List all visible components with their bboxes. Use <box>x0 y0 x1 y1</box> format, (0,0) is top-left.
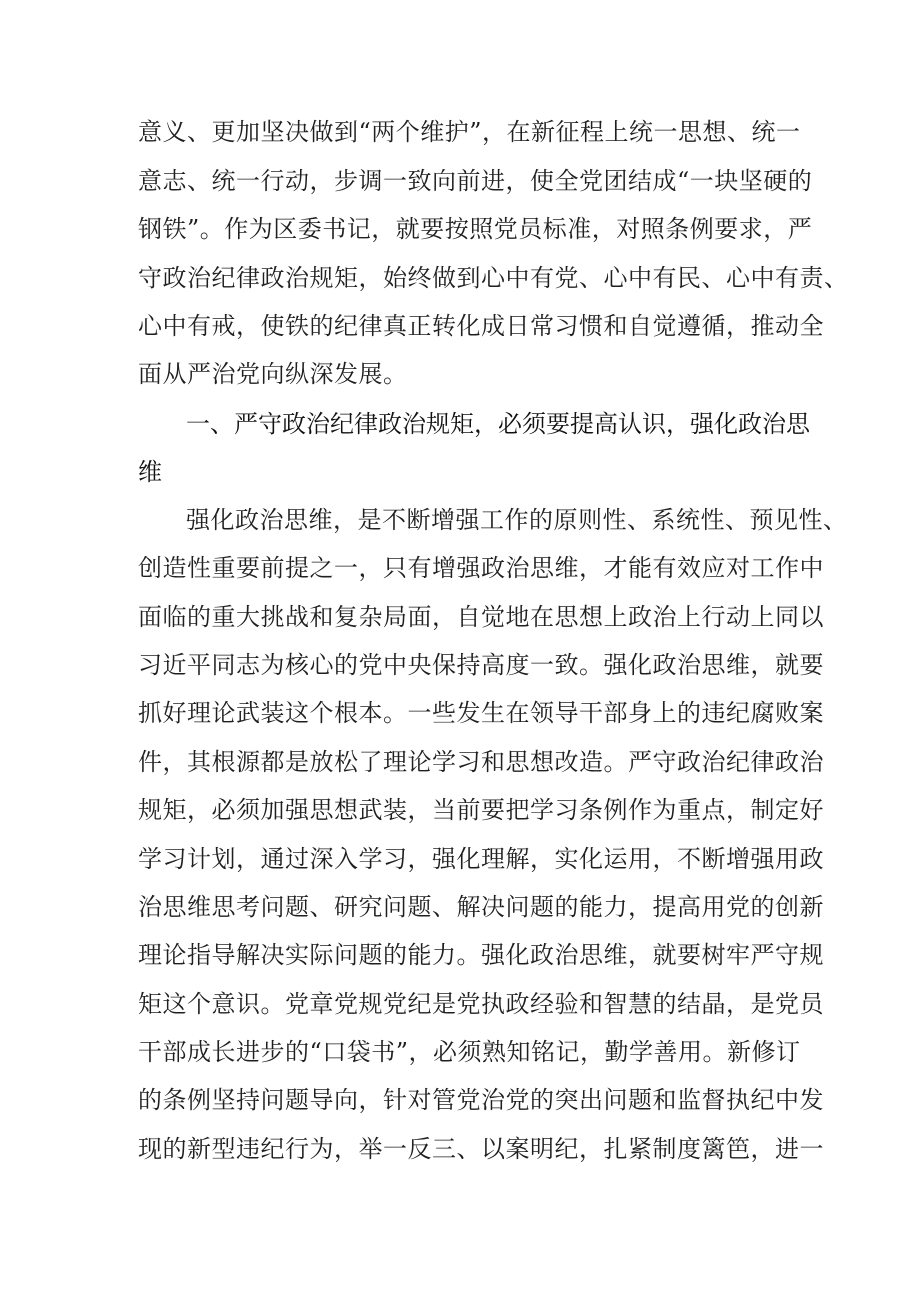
section-heading-line: 一、严守政治纪律政治规矩，必须要提高认识，强化政治思 <box>186 410 810 438</box>
body-line: 矩这个意识。党章党规党纪是党执政经验和智慧的结晶，是党员 <box>138 990 824 1018</box>
body-line: 规矩，必须加强思想武装，当前要把学习条例作为重点，制定好 <box>138 796 824 824</box>
intro-line: 心中有戒，使铁的纪律真正转化成日常习惯和自觉遵循，推动全 <box>138 312 824 340</box>
intro-line: 面从严治党向纵深发展。 <box>138 360 408 388</box>
intro-line: 意义、更加坚决做到“两个维护”，在新征程上统一思想、统一 <box>138 118 801 146</box>
body-line: 的条例坚持问题导向，针对管党治党的突出问题和监督执纪中发 <box>138 1086 824 1114</box>
body-line: 现的新型违纪行为，举一反三、以案明纪，扎紧制度篱笆，进一 <box>138 1135 824 1163</box>
body-line: 创造性重要前提之一，只有增强政治思维，才能有效应对工作中 <box>138 554 824 582</box>
intro-line: 钢铁”。作为区委书记，就要按照党员标准，对照条例要求，严 <box>138 215 813 243</box>
body-line: 治思维思考问题、研究问题、解决问题的能力，提高用党的创新 <box>138 893 824 921</box>
intro-line: 意志、统一行动，步调一致向前进，使全党团结成“一块坚硬的 <box>138 167 813 195</box>
body-line: 学习计划，通过深入学习，强化理解，实化运用，不断增强用政 <box>138 845 824 873</box>
body-line: 强化政治思维，是不断增强工作的原则性、系统性、预见性、 <box>186 506 848 534</box>
body-line: 抓好理论武装这个根本。一些发生在领导干部身上的违纪腐败案 <box>138 699 824 727</box>
body-line: 习近平同志为核心的党中央保持高度一致。强化政治思维，就要 <box>138 651 824 679</box>
section-heading-line: 维 <box>138 458 162 486</box>
body-line: 理论指导解决实际问题的能力。强化政治思维，就要树牢严守规 <box>138 941 824 969</box>
body-line: 件，其根源都是放松了理论学习和思想改造。严守政治纪律政治 <box>138 748 824 776</box>
body-line: 面临的重大挑战和复杂局面，自觉地在思想上政治上行动上同以 <box>138 603 824 631</box>
body-line: 干部成长进步的“口袋书”，必须熟知铭记，勤学善用。新修订 <box>138 1038 801 1066</box>
intro-line: 守政治纪律政治规矩，始终做到心中有党、心中有民、心中有责、 <box>138 264 849 292</box>
